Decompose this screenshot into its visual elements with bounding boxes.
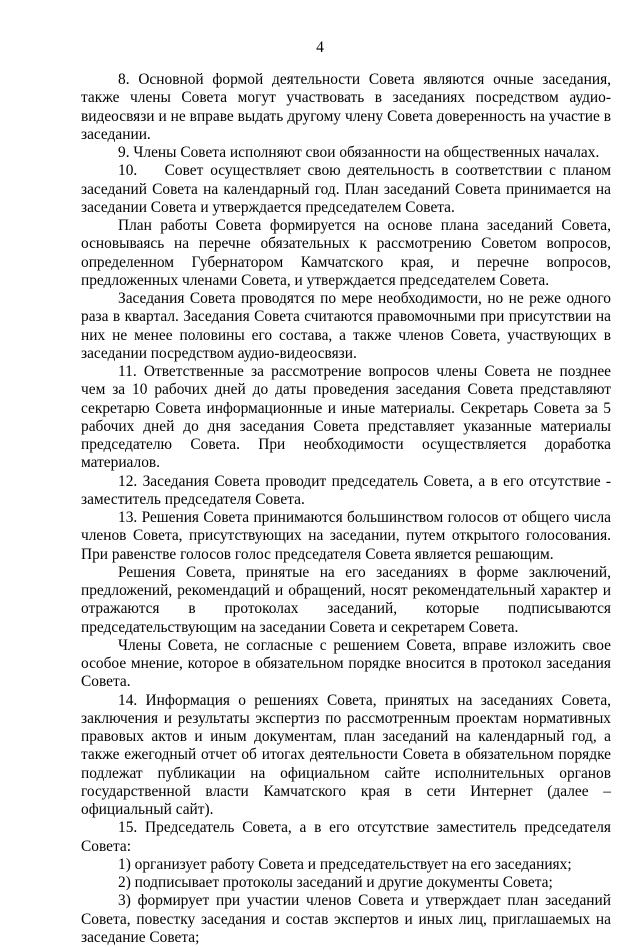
paragraph: 12. Заседания Совета проводит председатель Совета, а в его отсутствие - заместитель председателя Совета. [81,472,615,508]
paragraph: 8. Основной формой деятельности Совета являются очные заседания, также члены Совета могут участвовать в заседаниях посредством аудио-видеосвязи и не вправе выдать другому члену Совета доверенность на участие в заседании. [81,71,615,143]
paragraph: Члены Совета, не согласные с решением Совета, вправе изложить свое особое мнение, которое в обязательном порядке вносится в протокол заседания Совета. [81,636,615,691]
paragraph: 15. Председатель Совета, а в его отсутствие заместитель председателя Совета: [81,819,615,855]
paragraph: 10. Совет осуществляет свою деятельность в соответствии с планом заседаний Совета на календарный год. План заседаний Совета принимается на заседании Совета и утверждается председателем Совета. [81,162,615,216]
paragraph: 3) формирует при участии членов Совета и утверждает план заседаний Совета, повестку заседания и состав экспертов и иных лиц, приглашаемых на заседание Совета; [81,892,615,946]
paragraph: 2) подписывает протоколы заседаний и другие документы Совета; [118,874,553,891]
paragraph: Заседания Совета проводятся по мере необходимости, но не реже одного раза в квартал. Заседания Совета считаются правомочными при присутствии на них не менее половины его состава, а также членов Совета, участвующих в заседании посредством аудио-видеосвязи. [81,290,615,362]
paragraph: 13. Решения Совета принимаются большинством голосов от общего числа членов Совета, присутствующих на заседании, путем открытого голосования. При равенстве голосов голос председателя Совета является решающим. [81,509,615,563]
document-body [81,71,615,947]
paragraph: 14. Информация о решениях Совета, принятых на заседаниях Совета, заключения и результаты экспертиз по рассмотренным проектам нормативных правовых актов и иным документам, план заседаний на календарный год, а также ежегодный отчет об итогах деятельности Совета в обязательном порядке подлежат публикации на официальном сайте исполнительных органов государственной власти Камчатского края в сети Интернет (далее – официальный сайт). [81,691,615,818]
paragraph: 9. Члены Совета исполняют свои обязанности на общественных началах. [118,144,600,161]
paragraph: 11. Ответственные за рассмотрение вопросов члены Совета не позднее чем за 10 рабочих дней до даты проведения заседания Совета представляют секретарю Совета информационные и иные материалы. Секретарь Совета за 5 рабочих дней до дня заседания Совета представляет указанные материалы председателю Совета. При необходимости осуществляется доработка материалов. [81,363,615,472]
paragraph: Решения Совета, принятые на его заседаниях в форме заключений, предложений, рекомендаций и обращений, носят рекомендательный характер и отражаются в протоколах заседаний, которые подписываются председательствующим на заседании Совета и секретарем Совета. [81,563,615,636]
paragraph: 1) организует работу Совета и председательствует на его заседаниях; [118,855,572,873]
page-number: 4 [316,39,324,56]
paragraph: План работы Совета формируется на основе плана заседаний Совета, основываясь на перечне обязательных к рассмотрению Советом вопросов, определенном Губернатором Камчатского края, и перечне вопросов, предложенных членами Совета, и утверждается председателем Совета. [81,217,615,289]
